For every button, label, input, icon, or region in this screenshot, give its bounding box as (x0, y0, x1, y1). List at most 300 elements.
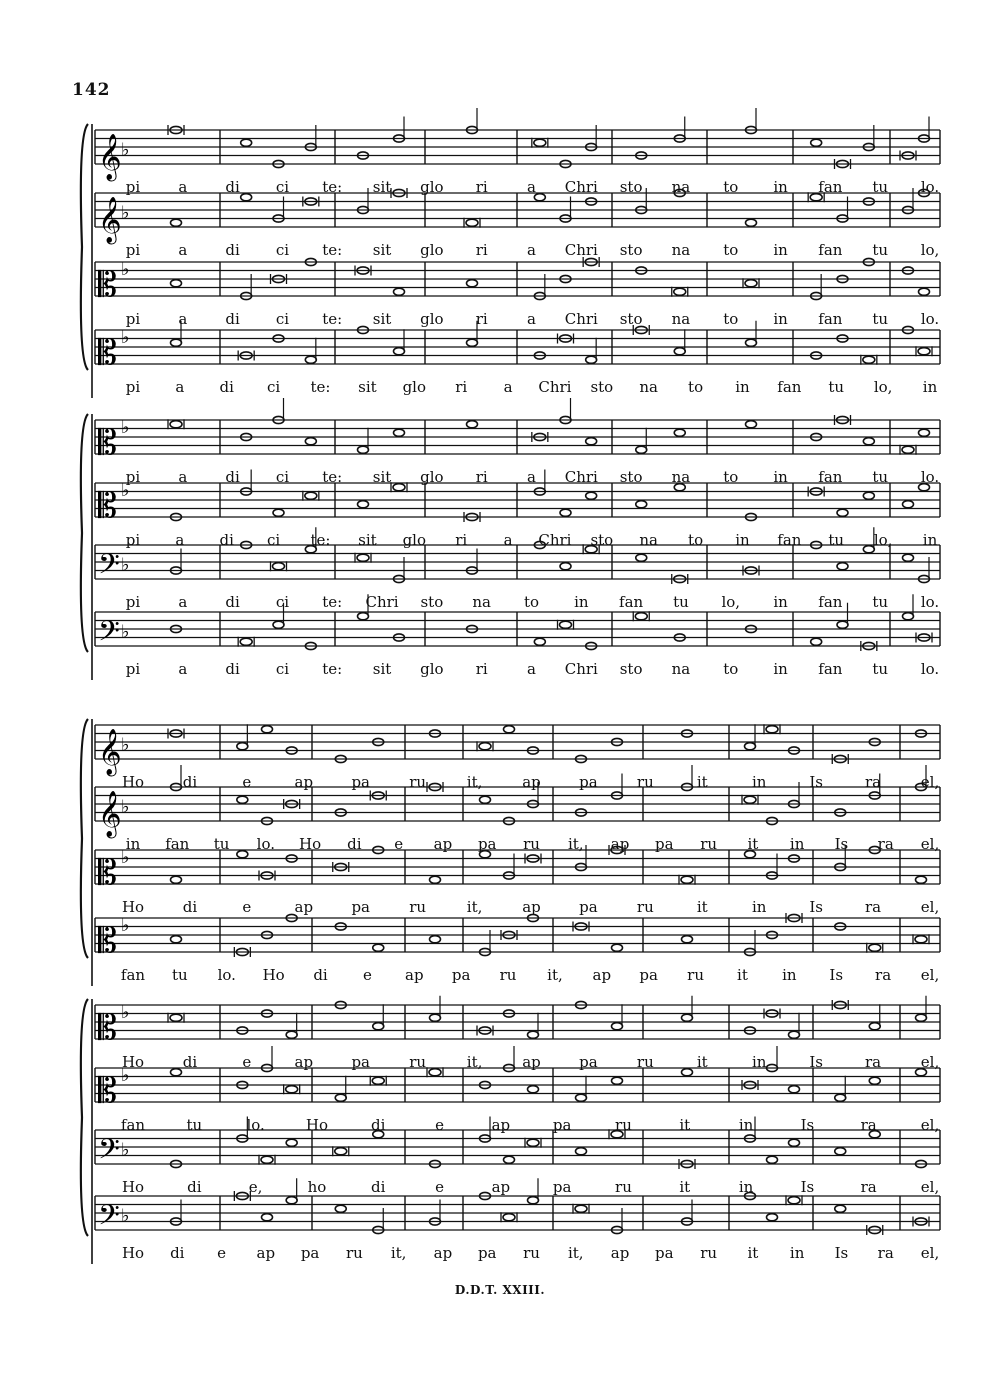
note (746, 339, 757, 346)
alto-clef-icon: 𝄡 (98, 1071, 117, 1111)
lyric-syllable: Chri (564, 310, 598, 328)
lyric-syllable: it (696, 1053, 708, 1071)
alto-clef-icon: 𝄡 (98, 423, 117, 463)
note (273, 563, 285, 570)
note (681, 876, 693, 883)
note (373, 944, 384, 951)
lyric-syllable: in (789, 835, 805, 853)
note (240, 638, 252, 645)
lyric-syllable: tu (828, 531, 845, 549)
lyric-syllable: ap (522, 1053, 541, 1071)
flat-icon: ♭ (121, 796, 130, 818)
note (430, 876, 441, 883)
lyric-syllable: in (922, 378, 938, 396)
lyric-syllable: Is (800, 1116, 815, 1134)
treble-clef-icon: 𝄞 (98, 791, 122, 837)
lyric-syllable: ci (267, 531, 281, 549)
lyric-syllable: el, (920, 1244, 940, 1262)
lyric-syllable: fan (777, 531, 802, 549)
lyric-syllable: ap (256, 1244, 276, 1262)
lyric-syllable: ap (522, 773, 541, 791)
note (837, 563, 848, 570)
note (286, 1139, 297, 1146)
lyric-syllable: pa (300, 1244, 320, 1262)
note (393, 484, 405, 491)
lyric-syllable: in (125, 835, 141, 853)
lyric-syllable: in (922, 531, 938, 549)
lyric-syllable: Chri (564, 468, 598, 486)
lyric-syllable: Ho (121, 898, 145, 916)
lyric-syllable: ru (409, 898, 427, 916)
alto-clef-icon: 𝄡 (98, 853, 117, 893)
lyric-syllable: in (789, 1244, 805, 1262)
lyric-syllable: el, (920, 898, 940, 916)
lyric-syllable: Is (809, 1053, 823, 1071)
lyric-syllable: lo. (246, 1116, 265, 1134)
note (171, 876, 182, 883)
note (674, 348, 685, 355)
lyric-syllable: in (751, 898, 767, 916)
lyric-syllable: ru (700, 1244, 718, 1262)
note (373, 1023, 384, 1030)
note (560, 563, 571, 570)
lyric-syllable: pa (639, 966, 658, 984)
lyric-syllable: ap (491, 1116, 511, 1134)
alto-clef-icon: 𝄡 (98, 333, 117, 373)
lyric-syllable: ap (522, 898, 541, 916)
lyric-syllable: Chri (538, 531, 572, 549)
lyric-syllable: pi (125, 310, 141, 328)
lyric-syllable: ap (491, 1178, 511, 1196)
lyric-syllable: ri (475, 178, 488, 196)
note (430, 1014, 441, 1021)
note (835, 1094, 846, 1101)
note (767, 1156, 778, 1163)
lyric-syllable: di (371, 1178, 386, 1196)
note (863, 492, 874, 499)
lyric-syllable: it (679, 1116, 691, 1134)
lyric-syllable: fan (818, 660, 843, 678)
lyric-syllable: ci (275, 593, 290, 611)
lyric-syllable: pa (351, 898, 370, 916)
lyric-syllable: to (688, 531, 704, 549)
lyric-syllable: pa (655, 835, 674, 853)
lyric-syllable: ru (615, 1116, 632, 1134)
lyric-syllable: glo (420, 468, 444, 486)
note (335, 1094, 346, 1101)
lyric-syllable: pa (351, 773, 370, 791)
system-bracket (81, 719, 88, 958)
note (237, 796, 248, 803)
lyric-syllable: e (394, 835, 404, 853)
lyric-syllable: e (362, 966, 372, 984)
lyric-syllable: di (225, 310, 240, 328)
note (241, 139, 252, 146)
lyric-syllable: ap (405, 966, 424, 984)
bass-clef-icon: 𝄢 (98, 1133, 120, 1173)
lyric-syllable: ci (275, 468, 290, 486)
note (835, 1205, 846, 1212)
bass-clef-icon: 𝄢 (98, 1199, 120, 1239)
note (869, 1077, 880, 1084)
lyric-syllable: pa (552, 1116, 572, 1134)
note (528, 1031, 539, 1038)
lyric-syllable: a (178, 468, 188, 486)
lyric-syllable: a (178, 660, 188, 678)
lyric-syllable: tu (673, 593, 689, 611)
lyric-syllable: di (187, 1178, 202, 1196)
note (674, 288, 686, 295)
flat-icon: ♭ (121, 202, 130, 224)
note (335, 1148, 347, 1155)
note (915, 936, 927, 943)
note (534, 638, 545, 645)
lyric-syllable: pi (125, 660, 141, 678)
lyric-syllable: fan (818, 178, 843, 196)
lyric-syllable: a (503, 531, 513, 549)
note (682, 1014, 693, 1021)
note (918, 348, 930, 355)
lyric-syllable: pi (125, 378, 141, 396)
lyric-syllable: ru (523, 835, 540, 853)
lyric-syllable: Ho (299, 835, 322, 853)
note (586, 492, 597, 499)
treble-clef-icon: 𝄞 (98, 729, 122, 775)
lyric-syllable: el, (920, 1116, 940, 1134)
lyric-syllable: di (182, 1053, 198, 1071)
note (262, 1214, 273, 1221)
lyric-syllable: Is (834, 835, 849, 853)
flat-icon: ♭ (121, 479, 130, 501)
lyric-syllable: pa (451, 966, 471, 984)
lyric-syllable: te: (322, 310, 343, 328)
lyric-syllable: sto (420, 593, 444, 611)
lyric-syllable: glo (402, 531, 427, 549)
lyric-syllable: sto (619, 660, 643, 678)
lyric-syllable: di (182, 773, 198, 791)
lyric-syllable: it, (567, 1244, 584, 1262)
lyric-syllable: to (723, 178, 739, 196)
lyric-syllable: Ho (121, 1244, 145, 1262)
flat-icon: ♭ (121, 416, 130, 438)
lyric-syllable: ci (275, 241, 290, 259)
lyric-syllable: ri (475, 310, 488, 328)
system-bracket (81, 999, 88, 1236)
lyric-syllable: di (371, 1116, 386, 1134)
note (237, 851, 248, 858)
treble-clef-icon: 𝄞 (98, 134, 122, 180)
note (241, 194, 252, 201)
lyric-syllable: ri (455, 531, 468, 549)
lyric-syllable: e (217, 1244, 227, 1262)
lyric-syllable: it (696, 898, 708, 916)
lyric-syllable: pi (125, 468, 141, 486)
note (305, 438, 316, 445)
lyric-syllable: Ho (121, 1178, 145, 1196)
lyric-syllable: fan (818, 241, 843, 259)
lyric-syllable: Is (809, 898, 823, 916)
lyric-syllable: el, (920, 835, 940, 853)
note (612, 1077, 623, 1084)
lyric-syllable: in (751, 773, 767, 791)
lyric-syllable: ci (275, 178, 290, 196)
note (528, 1086, 539, 1093)
note (504, 1156, 515, 1163)
lyric-syllable: fan (818, 468, 843, 486)
lyric-syllable: Ho (262, 966, 285, 984)
note (869, 1023, 880, 1030)
lyric-syllable: di (225, 468, 240, 486)
lyric-syllable: sit (358, 378, 377, 396)
lyric-syllable: Is (829, 966, 844, 984)
note (171, 936, 182, 943)
lyric-syllable: tu (872, 241, 889, 259)
lyric-syllable: a (178, 241, 188, 259)
lyric-syllable: ra (877, 1244, 894, 1262)
note (237, 743, 248, 750)
lyric-syllable: ap (610, 1244, 630, 1262)
note (575, 1205, 587, 1212)
lyric-syllable: ru (409, 1053, 427, 1071)
lyric-syllable: lo. (920, 660, 940, 678)
lyric-syllable: sto (619, 178, 643, 196)
note (170, 421, 182, 428)
lyric-syllable: ru (409, 773, 427, 791)
lyric-syllable: fan (120, 1116, 146, 1134)
lyric-syllable: pi (125, 241, 141, 259)
note (903, 501, 914, 508)
lyric-syllable: fan (120, 966, 146, 984)
lyric-syllable: ru (636, 1053, 654, 1071)
lyric-syllable: el, (920, 773, 940, 791)
lyric-syllable: na (639, 531, 659, 549)
note (335, 1205, 346, 1212)
lyric-syllable: lo. (920, 468, 940, 486)
lyric-syllable: te: (322, 660, 343, 678)
footer-label: D.D.T. XXIII. (454, 1283, 546, 1297)
lyric-syllable: ap (433, 1244, 453, 1262)
lyric-syllable: tu (872, 468, 889, 486)
lyric-syllable: a (527, 241, 536, 259)
flat-icon: ♭ (121, 621, 130, 643)
lyric-syllable: sit (372, 310, 392, 328)
lyric-syllable: a (178, 310, 188, 328)
lyric-syllable: ru (499, 966, 517, 984)
lyric-syllable: el, (920, 1178, 940, 1196)
lyric-syllable: ri (475, 241, 488, 259)
note (170, 1014, 182, 1021)
alto-clef-icon: 𝄡 (98, 486, 117, 526)
lyric-syllable: fan (777, 378, 802, 396)
lyric-syllable: a (178, 593, 188, 611)
note (467, 280, 478, 287)
lyric-syllable: lo. (217, 966, 236, 984)
lyric-syllable: sit (372, 241, 392, 259)
lyric-syllable: lo, (873, 531, 893, 549)
lyric-syllable: Chri (564, 241, 598, 259)
lyric-syllable: na (671, 660, 691, 678)
lyric-syllable: in (773, 178, 788, 196)
lyric-syllable: a (527, 468, 536, 486)
note (636, 501, 647, 508)
flat-icon: ♭ (121, 1205, 130, 1227)
lyric-syllable: di (225, 178, 240, 196)
flat-icon: ♭ (121, 846, 130, 868)
lyric-syllable: a (503, 378, 513, 396)
note (863, 438, 874, 445)
flat-icon: ♭ (121, 734, 130, 756)
lyric-syllable: ap (294, 773, 314, 791)
note (576, 1148, 587, 1155)
lyric-syllable: to (688, 378, 704, 396)
lyric-syllable: it, (547, 966, 563, 984)
note (863, 546, 874, 553)
note (863, 356, 875, 363)
lyric-syllable: te: (322, 241, 343, 259)
note (635, 613, 647, 620)
note (560, 621, 572, 628)
lyric-syllable: ra (865, 898, 882, 916)
note (811, 139, 822, 146)
lyric-syllable: lo, (873, 378, 893, 396)
lyric-syllable: te: (310, 531, 331, 549)
lyric-syllable: to (723, 241, 739, 259)
note (919, 288, 930, 295)
note (357, 554, 369, 561)
lyric-syllable: tu (872, 178, 889, 196)
lyric-syllable: Ho (121, 1053, 145, 1071)
lyric-syllable: di (182, 898, 198, 916)
note (429, 1069, 441, 1076)
note (903, 554, 914, 561)
lyric-syllable: na (671, 468, 691, 486)
lyric-syllable: a (527, 310, 536, 328)
lyric-syllable: tu (186, 1116, 203, 1134)
note (745, 743, 756, 750)
note (586, 356, 597, 363)
lyric-syllable: di (347, 835, 362, 853)
lyric-syllable: ap (294, 1053, 314, 1071)
note (467, 339, 478, 346)
note (273, 509, 284, 516)
lyric-syllable: te: (322, 593, 343, 611)
note (612, 944, 623, 951)
lyric-syllable: te: (322, 468, 343, 486)
lyric-syllable: in (773, 660, 788, 678)
lyric-syllable: ap (610, 835, 630, 853)
lyric-syllable: e (242, 773, 252, 791)
lyric-syllable: na (639, 378, 659, 396)
lyric-syllable: di (219, 378, 234, 396)
lyric-syllable: ra (865, 773, 882, 791)
lyric-syllable: sit (358, 531, 377, 549)
note (286, 1031, 297, 1038)
note (358, 446, 369, 453)
note (767, 1214, 778, 1221)
lyric-syllable: tu (172, 966, 188, 984)
lyric-syllable: pi (125, 593, 141, 611)
lyric-syllable: ra (875, 966, 892, 984)
lyric-syllable: pa (579, 1053, 598, 1071)
note (789, 1086, 800, 1093)
lyric-syllable: te: (322, 178, 343, 196)
flat-icon: ♭ (121, 139, 130, 161)
lyric-syllable: Ho (305, 1116, 328, 1134)
lyric-syllable: ap (592, 966, 612, 984)
lyric-syllable: it, (466, 1053, 483, 1071)
note (528, 1197, 539, 1204)
lyric-syllable: pa (477, 1244, 497, 1262)
lyric-syllable: a (175, 531, 185, 549)
lyric-syllable: Chri (564, 178, 598, 196)
lyric-syllable: di (225, 241, 240, 259)
lyric-syllable: di (225, 660, 240, 678)
note (789, 1031, 800, 1038)
lyric-syllable: ri (475, 660, 488, 678)
lyric-syllable: ci (275, 310, 290, 328)
lyric-syllable: in (782, 966, 797, 984)
note (372, 1077, 384, 1084)
lyric-syllable: in (738, 1116, 754, 1134)
bass-clef-icon: 𝄢 (98, 548, 120, 588)
lyric-syllable: Is (834, 1244, 849, 1262)
lyric-syllable: it (696, 773, 708, 791)
flat-icon: ♭ (121, 554, 130, 576)
lyric-syllable: ri (475, 468, 488, 486)
note (674, 429, 685, 436)
note (171, 219, 182, 226)
lyric-syllable: sto (590, 531, 614, 549)
lyric-syllable: sit (372, 178, 392, 196)
lyric-syllable: glo (420, 310, 444, 328)
note (286, 1197, 297, 1204)
lyric-syllable: sto (619, 241, 643, 259)
flat-icon: ♭ (121, 1064, 130, 1086)
lyric-syllable: e (242, 898, 252, 916)
lyric-syllable: a (178, 178, 188, 196)
note (837, 509, 848, 516)
lyric-syllable: pa (552, 1178, 572, 1196)
note (916, 1014, 927, 1021)
lyric-syllable: it (737, 966, 748, 984)
lyric-syllable: lo. (256, 835, 276, 853)
lyric-syllable: te: (310, 378, 331, 396)
note (810, 194, 822, 201)
lyric-syllable: pi (125, 531, 141, 549)
lyric-syllable: in (574, 593, 589, 611)
note (903, 613, 914, 620)
lyric-syllable: in (735, 531, 750, 549)
note (466, 219, 478, 226)
note (636, 446, 647, 453)
lyric-syllable: to (523, 593, 540, 611)
note (534, 194, 545, 201)
lyric-syllable: ru (345, 1244, 363, 1262)
lyric-syllable: na (671, 241, 691, 259)
note (503, 1214, 515, 1221)
note (261, 1156, 273, 1163)
alto-clef-icon: 𝄡 (98, 265, 117, 305)
note (835, 1148, 846, 1155)
lyric-syllable: it, (466, 773, 483, 791)
lyric-syllable: in (773, 593, 788, 611)
note (919, 429, 930, 436)
lyric-syllable: pa (579, 898, 598, 916)
lyric-syllable: tu (872, 593, 889, 611)
lyric-syllable: di (219, 531, 234, 549)
bass-clef-icon: 𝄢 (98, 615, 120, 655)
note (682, 1069, 693, 1076)
